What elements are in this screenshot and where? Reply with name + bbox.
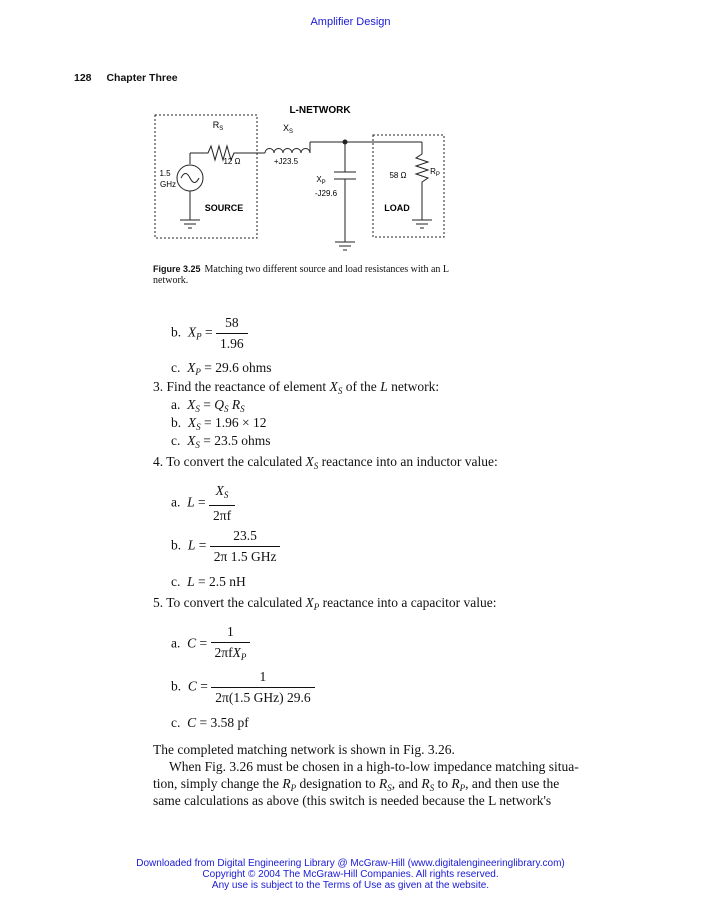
step-5b: b. C = $\frac{1}{\text{2π(1.5 GHz) 29.6}}$ — [171, 668, 315, 707]
rp-label: R — [430, 167, 436, 176]
source-freq-2: GHz — [160, 180, 176, 189]
step-5a: a. C = $\frac{1}{2\pi fX_P}$ — [171, 623, 250, 666]
xp-value: -J29.6 — [314, 189, 338, 198]
svg-text:XP: $X_P$ — [316, 175, 326, 186]
footer-line-3: Any use is subject to the Terms of Use as given at the website. — [211, 880, 490, 891]
rp-resistor — [416, 142, 428, 220]
running-head — [74, 72, 178, 84]
step-5: 5. To convert the calculated $X_P$ reactance into a capacitor value: — [153, 595, 497, 612]
step-4b: b. L = $\frac{23.5}{\text{2π 1.5 GHz}}$ — [171, 527, 280, 566]
svg-text:RP: $R_P$ — [430, 167, 440, 178]
xs-value: +J23.5 — [273, 157, 299, 166]
step-3: 3. Find the reactance of element $X_S$ of the L network: — [153, 379, 440, 396]
rp-value: 58 Ω — [389, 171, 407, 180]
paragraph-2a: When Fig. 3.26 must be chosen in a high-to-low impedance matching situa- — [169, 759, 579, 774]
chapter-title: Chapter Three — [106, 72, 178, 84]
rs-label: R — [212, 120, 220, 130]
step-4: 4. To convert the calculated $X_S$ reactance into an inductor value: — [153, 454, 498, 471]
page-number: 128 — [74, 72, 92, 84]
caption-text: Matching two different source and load resistances with an L network. — [153, 264, 449, 286]
rs-value: 12 Ω — [223, 157, 241, 166]
xp-label: X — [316, 175, 322, 184]
step-4c: c. L = 2.5 nH — [171, 574, 246, 589]
paragraph-2c: same calculations as above (this switch is needed because the L network's — [153, 793, 552, 808]
footer-line-1[interactable]: Downloaded from Digital Engineering Library @ McGraw-Hill (www.digitalengineeringlibrary.com) — [136, 858, 565, 869]
l-network-figure — [140, 100, 460, 260]
load-box — [373, 135, 444, 237]
xs-label: X — [282, 123, 289, 133]
source-freq-1: 1.5 — [159, 169, 171, 178]
step-3b: b. $X_S = 1.96 \times 12$ — [171, 415, 267, 432]
svg-text:XS: $X_S$ — [282, 123, 294, 135]
step-5c: c. C = 3.58 pf — [171, 715, 249, 730]
paragraph-1: The completed matching network is shown in Fig. 3.26. — [153, 742, 455, 757]
source-label: SOURCE — [204, 203, 244, 213]
footer-line-2: Copyright © 2004 The McGraw-Hill Companies. All rights reserved. — [202, 869, 499, 880]
step-4a: a. L = $\frac{X_S}{2\pi f}$ — [171, 482, 235, 525]
header-title: Amplifier Design — [310, 16, 391, 28]
caption-label: Figure 3.25 — [153, 264, 201, 274]
svg-text:RS: $R_S$ — [212, 120, 224, 132]
network-label: L-NETWORK — [289, 105, 351, 116]
step-3a: a. $X_S = Q_S$ $R_S$ — [171, 397, 245, 414]
figure-caption — [153, 264, 453, 286]
step-3c: c. $X_S = 23.5$ ohms — [171, 433, 271, 450]
footer — [0, 858, 701, 891]
paragraph-2b: tion, simply change the $R_P$ designation to $R_S$, and $R_S$ to $R_P$, and then use the — [153, 776, 560, 793]
xs-inductor — [265, 149, 310, 154]
load-label: LOAD — [384, 203, 410, 213]
step-b1: b. $X_P$ = $\frac{58}{1.96}$ — [171, 314, 248, 353]
step-c1: c. $X_P = 29.6$ ohms — [171, 360, 272, 377]
